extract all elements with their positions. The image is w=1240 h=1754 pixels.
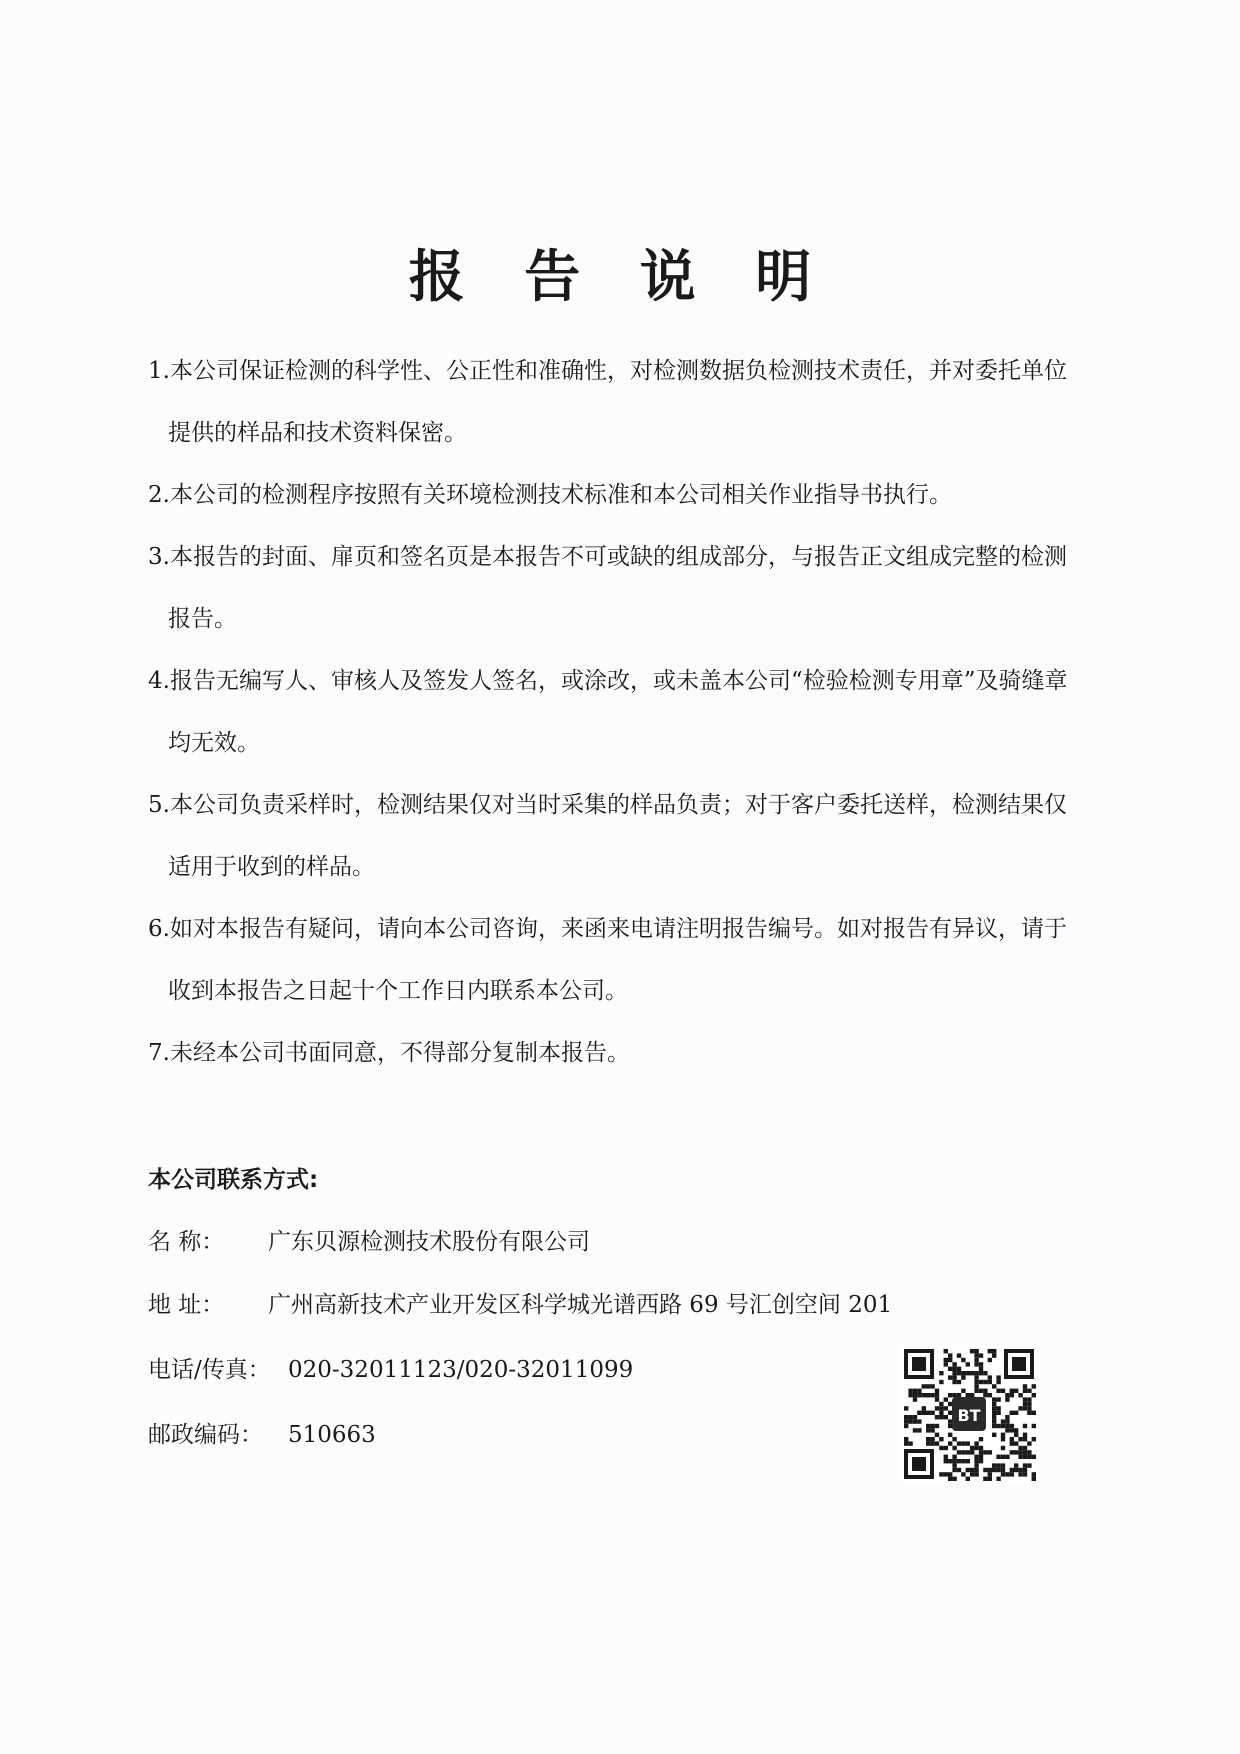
notes-list bbox=[148, 340, 1088, 1084]
note-item-1: 1.本公司保证检测的科学性、公正性和准确性，对检测数据负检测技术责任，并对委托单位提供的样品和技术资料保密。 bbox=[148, 358, 1067, 446]
contact-postal-row bbox=[148, 1415, 376, 1455]
contact-name-row bbox=[148, 1222, 590, 1262]
contact-address-row bbox=[148, 1285, 892, 1325]
note-item-7: 7.未经本公司书面同意，不得部分复制本报告。 bbox=[148, 1040, 630, 1066]
contact-postal-value: 510663 bbox=[288, 1422, 376, 1448]
note-item-3: 3.本报告的封面、扉页和签名页是本报告不可或缺的组成部分，与报告正文组成完整的检测报告。 bbox=[148, 544, 1067, 632]
contact-heading: 本公司联系方式: bbox=[148, 1167, 319, 1193]
contact-phone-row bbox=[148, 1350, 633, 1390]
contact-address-label: 地 址： bbox=[148, 1292, 225, 1318]
qr-code-icon bbox=[900, 1345, 1038, 1483]
note-item-6: 6.如对本报告有疑问，请向本公司咨询，来函来电请注明报告编号。如对报告有异议，请于收到本报告之日起十个工作日内联系本公司。 bbox=[148, 916, 1067, 1004]
contact-name-value: 广东贝源检测技术股份有限公司 bbox=[268, 1229, 590, 1255]
contact-postal-label: 邮政编码： bbox=[148, 1422, 263, 1448]
qr-code-graphic bbox=[900, 1345, 1038, 1483]
contact-phone-label: 电话/传真： bbox=[148, 1357, 271, 1383]
note-item-5: 5.本公司负责采样时，检测结果仅对当时采集的样品负责；对于客户委托送样，检测结果仅适用于收到的样品。 bbox=[148, 792, 1067, 880]
page-title: 报 告 说 明 bbox=[408, 245, 832, 310]
contact-phone-value: 020-32011123/020-32011099 bbox=[288, 1357, 634, 1383]
note-item-2: 2.本公司的检测程序按照有关环境检测技术标准和本公司相关作业指导书执行。 bbox=[148, 482, 952, 508]
contact-name-label: 名 称： bbox=[148, 1229, 225, 1255]
note-item-4: 4.报告无编写人、审核人及签发人签名，或涂改，或未盖本公司“检验检测专用章”及骑缝章均无效。 bbox=[148, 668, 1068, 756]
qr-logo-text: BT bbox=[957, 1406, 981, 1425]
contact-address-value: 广州高新技术产业开发区科学城光谱西路 69 号汇创空间 201 bbox=[268, 1292, 893, 1318]
